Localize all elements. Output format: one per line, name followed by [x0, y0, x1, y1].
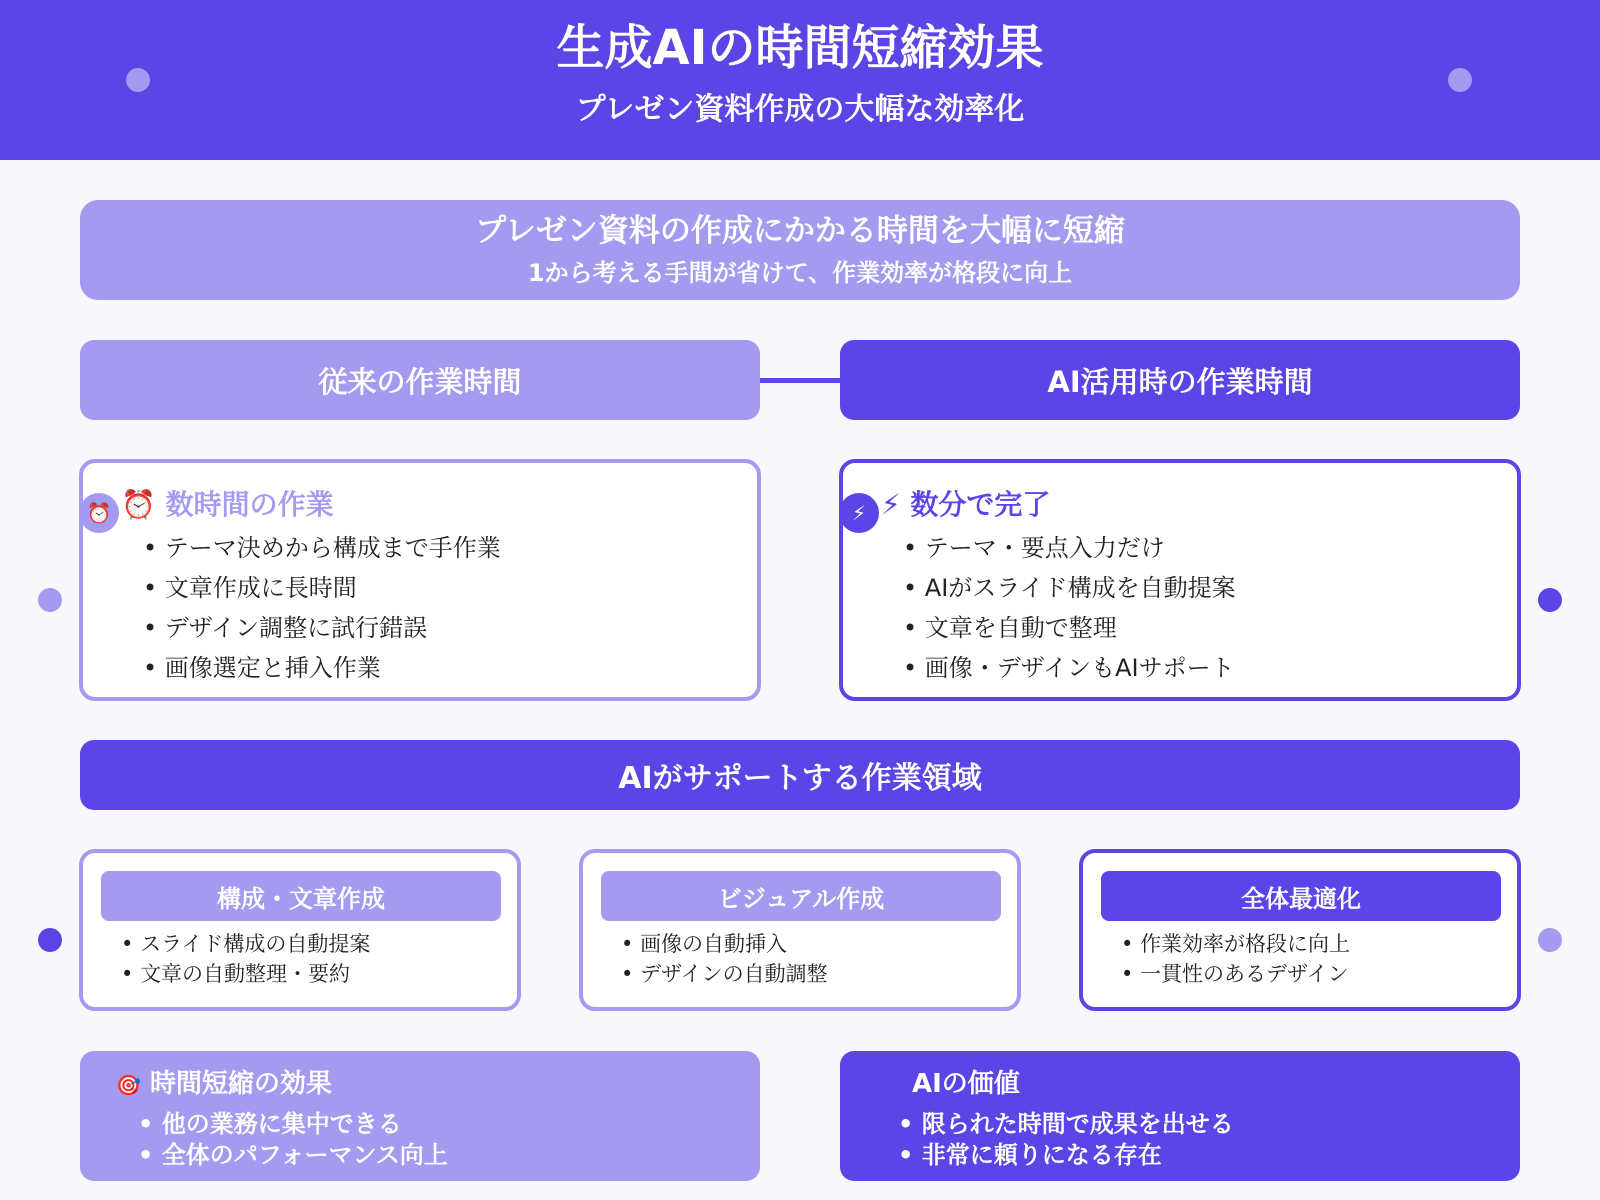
- traditional-column-header: 従来の作業時間: [80, 340, 760, 420]
- time-saving-effect-box: [80, 1051, 760, 1181]
- target-icon: 🎯: [116, 1073, 141, 1097]
- list-item: • 非常に頼りになる存在: [898, 1140, 1234, 1171]
- decorative-dot-right-lower: [1538, 928, 1562, 952]
- traditional-time-card: [79, 459, 761, 701]
- support-section-header: AIがサポートする作業領域: [80, 740, 1520, 810]
- decorative-dot-right: [1538, 588, 1562, 612]
- list-item: • 画像・デザインもAIサポート: [903, 648, 1236, 688]
- list-item: • 画像の自動挿入: [621, 929, 828, 959]
- list-item: • テーマ・要点入力だけ: [903, 528, 1236, 568]
- decorative-dot-header-left: [126, 68, 150, 92]
- alarm-clock-icon: ⏰: [79, 493, 119, 533]
- page-header: [0, 0, 1600, 160]
- support-card-list: [121, 929, 370, 989]
- decorative-dot-left: [38, 588, 62, 612]
- ai-value-box: [840, 1051, 1520, 1181]
- effect-list: [138, 1109, 448, 1171]
- ai-column-header: AI活用時の作業時間: [840, 340, 1520, 420]
- support-card-visual: [579, 849, 1021, 1011]
- list-item: • 作業効率が格段に向上: [1121, 929, 1350, 959]
- effect-heading-text: 時間短縮の効果: [149, 1069, 332, 1099]
- support-card-label: ビジュアル作成: [601, 871, 1001, 921]
- support-card-label: 構成・文章作成: [101, 871, 501, 921]
- list-item: • 全体のパフォーマンス向上: [138, 1140, 448, 1171]
- support-card-list: [621, 929, 828, 989]
- list-item: • テーマ決めから構成まで手作業: [143, 528, 501, 568]
- list-item: • 限られた時間で成果を出せる: [898, 1109, 1234, 1140]
- traditional-card-heading: ⏰ 数時間の作業: [121, 488, 334, 521]
- support-card-optimization: [1079, 849, 1521, 1011]
- lightning-icon: ⚡: [839, 493, 879, 533]
- decorative-dot-header-right: [1448, 68, 1472, 92]
- support-card-label: 全体最適化: [1101, 871, 1501, 921]
- summary-banner-subline: 1から考える手間が省けて、作業効率が格段に向上: [527, 259, 1073, 287]
- list-item: • デザイン調整に試行錯誤: [143, 608, 501, 648]
- summary-banner-headline: プレゼン資料の作成にかかる時間を大幅に短縮: [475, 213, 1125, 249]
- support-card-list: [1121, 929, 1350, 989]
- ai-card-heading: ⚡ 数分で完了: [881, 488, 1051, 521]
- column-connector-line: [760, 378, 840, 383]
- page-title: 生成AIの時間短縮効果: [556, 20, 1044, 76]
- list-item: • 文章を自動で整理: [903, 608, 1236, 648]
- list-item: • 一貫性のあるデザイン: [1121, 959, 1350, 989]
- page-subtitle: プレゼン資料作成の大幅な効率化: [575, 92, 1025, 127]
- list-item: • AIがスライド構成を自動提案: [903, 568, 1236, 608]
- list-item: • 文章の自動整理・要約: [121, 959, 370, 989]
- effect-heading: [116, 1065, 332, 1104]
- list-item: • 文章作成に長時間: [143, 568, 501, 608]
- traditional-task-list: [143, 528, 501, 688]
- ai-task-list: [903, 528, 1236, 688]
- value-list: [898, 1109, 1234, 1171]
- summary-banner: [80, 200, 1520, 300]
- value-heading: AIの価値: [912, 1069, 1020, 1099]
- decorative-dot-left-lower: [38, 928, 62, 952]
- support-card-composition: [79, 849, 521, 1011]
- ai-time-card: [839, 459, 1521, 701]
- list-item: • 画像選定と挿入作業: [143, 648, 501, 688]
- list-item: • スライド構成の自動提案: [121, 929, 370, 959]
- list-item: • デザインの自動調整: [621, 959, 828, 989]
- list-item: • 他の業務に集中できる: [138, 1109, 448, 1140]
